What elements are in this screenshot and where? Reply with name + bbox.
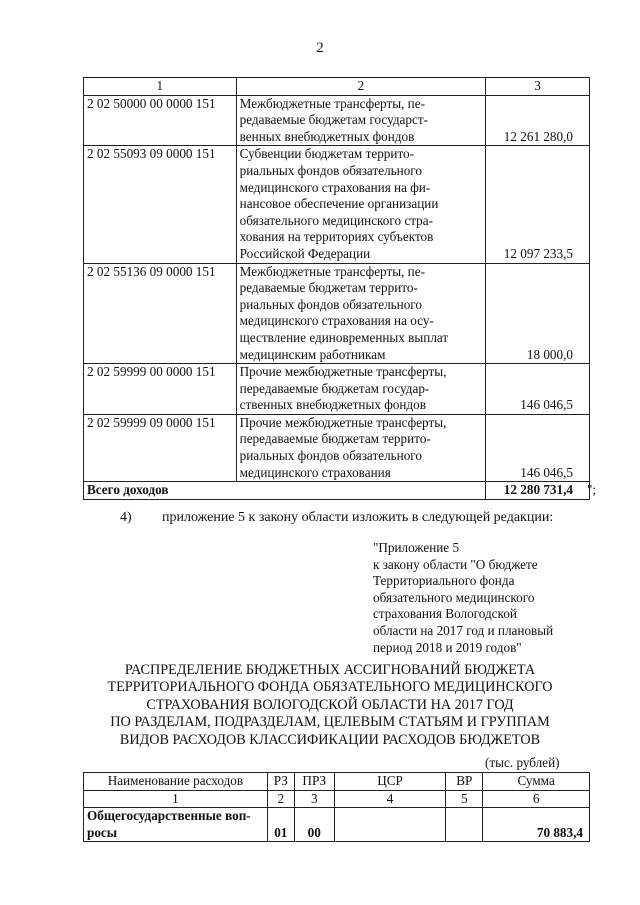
title-line: СТРАХОВАНИЯ ВОЛОГОДСКОЙ ОБЛАСТИ НА 2017 ГОД xyxy=(146,696,514,713)
annex-line: к закону области "О бюджете xyxy=(373,556,538,572)
text-line: медицинским работникам xyxy=(239,346,386,362)
title-line: РАСПРЕДЕЛЕНИЕ БЮДЖЕТНЫХ АССИГНОВАНИЙ БЮДЖЕТА xyxy=(124,662,536,678)
text-line: хования на территориях субъектов xyxy=(239,229,434,245)
column-number: 1 xyxy=(84,790,268,808)
income-table xyxy=(83,77,590,500)
text-line: риальных фондов обязательного xyxy=(239,448,422,464)
column-number: 2 xyxy=(267,790,294,808)
income-table-header xyxy=(84,78,590,96)
vr-code xyxy=(446,808,483,842)
text-line: Субвенции бюджетам террито- xyxy=(239,146,415,162)
budget-code: 2 02 50000 00 0000 151 xyxy=(84,95,237,146)
text-line: обязательного медицинского стра- xyxy=(239,212,433,228)
header-cell: Сумма xyxy=(483,773,590,791)
total-row xyxy=(84,482,590,500)
row-amount: 12 097 233,5 xyxy=(486,146,590,263)
text-line: медицинского страхования xyxy=(239,464,391,480)
table-row xyxy=(84,808,590,842)
text-line: ществление единовременных выплат xyxy=(239,329,449,345)
closing-quote: "; xyxy=(587,482,597,497)
table-row xyxy=(84,95,590,146)
row-amount: 146 046,5 xyxy=(486,414,590,481)
row-description xyxy=(236,146,486,263)
row-description xyxy=(236,95,486,146)
title-line: ПО РАЗДЕЛАМ, ПОДРАЗДЕЛАМ, ЦЕЛЕВЫМ СТАТЬЯМ И ГРУППАМ xyxy=(110,714,550,731)
csr-code xyxy=(334,808,446,842)
prz-code: 00 xyxy=(294,808,334,842)
header-cell: ВР xyxy=(446,773,483,791)
expense-name xyxy=(84,808,268,842)
row-description xyxy=(236,263,486,364)
header-cell: 2 xyxy=(236,78,486,96)
rz-code: 01 xyxy=(267,808,294,842)
budget-code: 2 02 55136 09 0000 151 xyxy=(84,263,237,364)
title-line: ТЕРРИТОРИАЛЬНОГО ФОНДА ОБЯЗАТЕЛЬНОГО МЕДИЦИНСКОГО xyxy=(107,679,553,696)
annex-line: области на 2017 год и плановый xyxy=(373,622,554,638)
budget-code: 2 02 55093 09 0000 151 xyxy=(84,146,237,263)
text-line: передаваемые бюджетам государ- xyxy=(239,380,430,396)
header-cell: 3 xyxy=(486,78,590,96)
units-label: (тыс. рублей) xyxy=(485,755,560,770)
budget-code: 2 02 59999 09 0000 151 xyxy=(84,414,237,481)
text-line: медицинского страхования на осу- xyxy=(239,313,434,329)
column-number: 5 xyxy=(446,790,483,808)
header-cell: 1 xyxy=(84,78,237,96)
item-number: 4) xyxy=(120,510,132,525)
row-description xyxy=(236,414,486,481)
text-line: Межбюджетные трансферты, пе- xyxy=(239,263,425,279)
table-row xyxy=(84,414,590,481)
header-cell: РЗ xyxy=(267,773,294,791)
expenditure-header-row xyxy=(84,773,590,791)
column-number-row xyxy=(84,790,590,808)
text-line: Российской Федерации xyxy=(239,245,371,261)
text-line: редаваемые бюджетам государст- xyxy=(239,112,429,128)
total-label: Всего доходов xyxy=(84,482,486,500)
text-line: риальных фондов обязательного xyxy=(239,296,422,312)
annex-line: период 2018 и 2019 годов" xyxy=(373,639,522,655)
text-line: нансовое обеспечение организации xyxy=(239,196,439,212)
annex-line: Территориального фонда xyxy=(373,573,515,589)
annex-line: обязательного медицинского xyxy=(373,589,535,605)
text-line: Межбюджетные трансферты, пе- xyxy=(239,95,425,111)
column-number: 3 xyxy=(294,790,334,808)
table-row xyxy=(84,263,590,364)
annex-line: "Приложение 5 xyxy=(373,540,460,555)
text-line: редаваемые бюджетам террито- xyxy=(239,280,418,296)
annex-header xyxy=(373,540,593,656)
text-line: передаваемые бюджетам террито- xyxy=(239,431,431,447)
amendment-item xyxy=(120,510,553,526)
table-row xyxy=(84,146,590,263)
header-cell: ЦСР xyxy=(334,773,446,791)
row-amount: 146 046,5 xyxy=(486,364,590,415)
row-amount: 12 261 280,0 xyxy=(486,95,590,146)
document-title xyxy=(40,662,620,749)
header-cell: Наименование расходов xyxy=(84,773,268,791)
row-amount: 18 000,0 xyxy=(486,263,590,364)
text-line: медицинского страхования на фи- xyxy=(239,179,431,195)
text-line: Общегосударственные воп- xyxy=(87,808,251,824)
page-number: 2 xyxy=(316,40,324,56)
title-line: ВИДОВ РАСХОДОВ КЛАССИФИКАЦИИ РАСХОДОВ БЮДЖЕТОВ xyxy=(119,731,541,748)
text-line: венных внебюджетных фондов xyxy=(239,128,415,144)
budget-code: 2 02 59999 00 0000 151 xyxy=(84,364,237,415)
text-line: риальных фондов обязательного xyxy=(239,162,422,178)
expense-sum: 70 883,4 xyxy=(483,808,590,842)
text-line: Прочие межбюджетные трансферты, xyxy=(239,414,447,430)
column-number: 4 xyxy=(334,790,446,808)
item-text: приложение 5 к закону области изложить в следующей редакции: xyxy=(162,510,554,525)
text-line: росы xyxy=(87,824,118,840)
annex-line: страхования Вологодской xyxy=(373,606,517,622)
text-line: ственных внебюджетных фондов xyxy=(239,397,426,413)
expenditure-table xyxy=(83,772,590,842)
text-line: Прочие межбюджетные трансферты, xyxy=(239,364,447,380)
column-number: 6 xyxy=(483,790,590,808)
header-cell: ПРЗ xyxy=(294,773,334,791)
row-description xyxy=(236,364,486,415)
total-amount: 12 280 731,4 xyxy=(486,482,590,500)
table-row xyxy=(84,364,590,415)
